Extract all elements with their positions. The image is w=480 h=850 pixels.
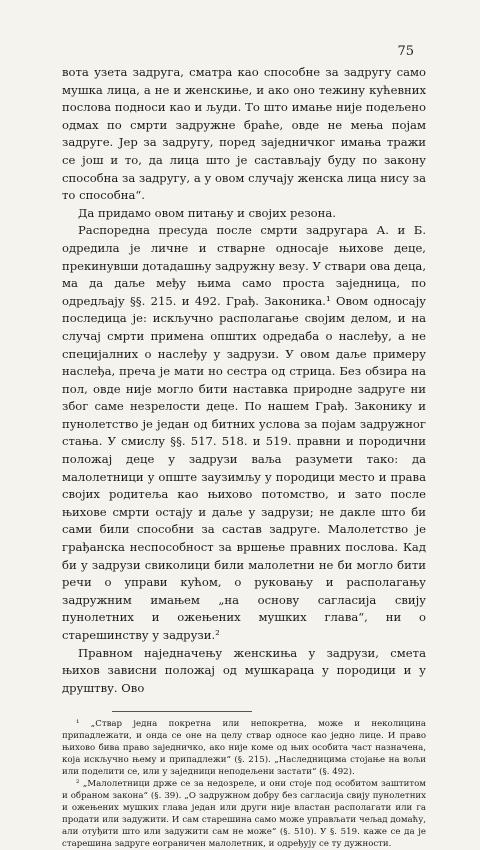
body-text <box>62 64 426 697</box>
paragraph-3: Распоредна пресуда после смрти задругара А. и Б. одредила је личне и стварне односаје њихове деце, прекинувши дотадашњу задружну везу. У ствари ова деца, ма да даље међу њима само проста заједница, по одредљају §§. 215. и 492. Грађ. Законика.¹ Овом односају последица је: искључно располагање својим делом, и на случај смрти примена општих одредаба о наслеђу, а не специјалних о наслеђу у задрузи. У овом даље примеру наслеђа, преча је мати но сестра од стрица. Без обзира на пол, овде није могло бити наставка природне задруге ни због саме незрелости деце. По нашем Грађ. Законику и пунолетство је један од битних услова за појам задружног стања. У смислу §§. 517. 518. и 519. правни и породични положај деце у задрузи ваља разумети тако: да малолетници у опште заузимљу у породици место и права својих родитеља као њихово потомство, и зато после њихове смрти остају и даље у задрузи; не дакле што би сами били способни за састав задруге. Малолетство је грађанска неспособност за вршење правних послова. Кад би у задрузи свиколици били малолетни не би могло бити речи о управи кућом, о руковању и располагању задружним имањем „на основу сагласија свију пунолетних и ожењених мушких глава“, ни о старешинству у задрузи.² <box>62 223 426 642</box>
paragraph-4: Правном наједначењу женскиња у задрузи, смета њихов зависни положај од мушкараца у породици и у друштву. Ово <box>62 645 426 695</box>
footnote-2: ² „Малолетници држе се за недозреле, и они стоје под особитом заштитом и обраном закона“ (§. 39). „О задружном добру без сагласија свију пунолетних и ожењених мушких глава један или други није властан располагати или га продати или задужити. И сам старешина само може управљати чељад домаћу, али отуђити што или задужити сам не може“ (§. 510). У §. 519. каже се да је старешина задруге еограничен малолетник, и одређују се ту дужности. <box>62 779 426 850</box>
footnote-1: ¹ „Ствар једна покретна или непокретна, може и неколицина припадлежати, и онда се оне на целу ствар односе као једно лице. И право њихово бива право заједничко, ако није коме од њих особита част назначена, која искључно њему и припадлежи“ (§. 215). „Наследницима стојање на вољи или поделити се, или у заједници неподељени застати“ (§. 492). <box>62 719 426 778</box>
footnote-divider <box>112 711 252 712</box>
paragraph-1: вота узета задруга, сматра као способне за задругу само мушка лица, а не и женскиње, и ако оно тежину кућевних послова подноси као и људи. То што имање није подељено одмах по смрти задружне браће, овде не мења појам задруге. Јер за задругу, поред заједничког имања тражи се још и то, да лица што је састављају буду по закону способна за задругу, а у овом случају женска лица нису за то способна“. <box>62 65 426 203</box>
footnotes <box>62 718 426 850</box>
paragraph-2: Да придамо овом питању и својих резона. <box>78 205 336 220</box>
page-number: 75 <box>397 44 414 59</box>
